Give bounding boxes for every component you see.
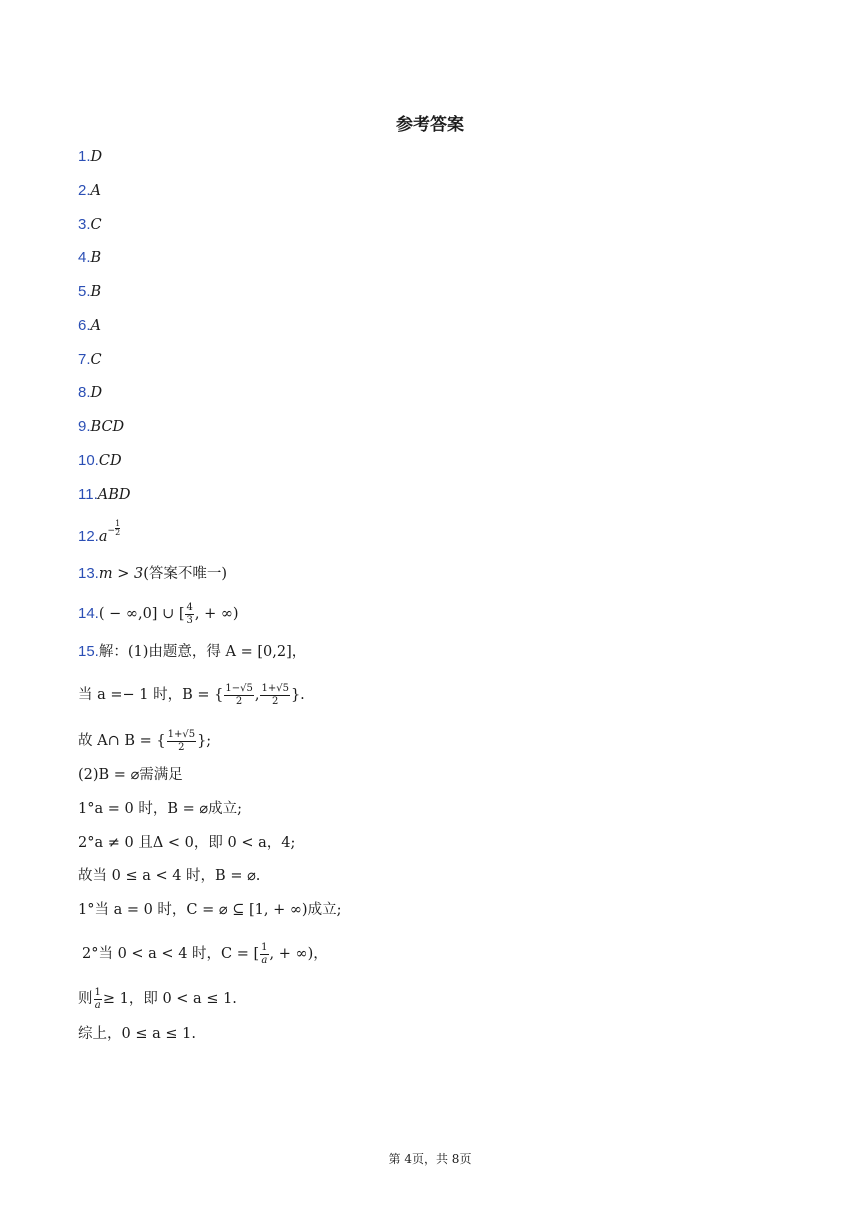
fraction-numerator: 1+√5 [261, 683, 289, 694]
solution-line-1 [78, 644, 306, 660]
exponent-fraction [115, 520, 120, 538]
fraction-denominator: 2 [272, 695, 279, 707]
answer-value: C [90, 217, 102, 233]
solution-line-7: 故当 0 ≤ a < 4 时，B = ⌀. [78, 868, 261, 884]
fraction [94, 987, 102, 1011]
answer-value: B [90, 250, 102, 266]
fraction-numerator: 1 [94, 987, 101, 998]
answer-row [78, 352, 102, 368]
fraction [260, 942, 268, 966]
solution-text: , + ∞)， [269, 946, 328, 962]
fraction-denominator: a [94, 999, 101, 1011]
answer-row [78, 217, 102, 233]
answer-row [78, 284, 101, 300]
solution-line-3 [78, 729, 211, 753]
answer-expression: m > 3 [98, 566, 144, 582]
answer-value: B [90, 284, 102, 300]
fraction-numerator: 1−√5 [225, 683, 253, 694]
answer-row [78, 183, 101, 199]
fraction-denominator: a [261, 954, 268, 966]
answer-row-13 [78, 566, 227, 582]
answer-value: D [90, 149, 103, 165]
interval-right: , + ∞) [194, 606, 239, 622]
solution-text: 故 A∩ B = { [78, 733, 166, 749]
answer-row [78, 453, 122, 469]
interval-left: ( − ∞,0] ∪ [ [98, 606, 185, 622]
question-number: 12. [78, 528, 99, 545]
fraction-denominator: 2 [115, 528, 121, 538]
exponent-sign: − [107, 526, 116, 536]
answer-value: ABD [97, 487, 131, 503]
fraction [224, 683, 253, 707]
answer-row [78, 250, 101, 266]
solution-line-9 [82, 942, 328, 966]
answer-row [78, 487, 131, 503]
answer-value: A [90, 318, 101, 334]
answer-row [78, 419, 124, 435]
answer-value: C [90, 352, 102, 368]
answer-row [78, 318, 101, 334]
solution-line-10 [78, 987, 237, 1011]
fraction-numerator: 1 [261, 942, 268, 953]
fraction-denominator: 3 [186, 614, 193, 626]
solution-line-6: 2°a ≠ 0 且Δ < 0，即 0 < a，4; [78, 835, 296, 851]
fraction-numerator: 4 [186, 602, 193, 613]
question-number: 9. [78, 418, 91, 435]
question-number: 14. [78, 605, 99, 622]
question-number: 5. [78, 283, 91, 300]
fraction [167, 729, 196, 753]
answer-value: CD [98, 453, 122, 469]
fraction-denominator: 2 [178, 741, 185, 753]
answer-row-12 [78, 519, 121, 547]
answer-value: A [90, 183, 101, 199]
fraction [260, 683, 289, 707]
question-number: 13. [78, 565, 99, 582]
question-number: 15. [78, 643, 99, 660]
answer-note: (答案不唯一) [143, 566, 228, 582]
question-number: 6. [78, 317, 91, 334]
separator: , [254, 687, 260, 703]
solution-line-8: 1°当 a = 0 时，C = ⌀ ⊆ [1, + ∞)成立; [78, 902, 342, 918]
fraction [185, 602, 193, 626]
question-number: 2. [78, 182, 91, 199]
question-number: 3. [78, 216, 91, 233]
solution-text: }; [197, 733, 212, 749]
solution-text: }. [290, 687, 305, 703]
question-number: 10. [78, 452, 99, 469]
question-number: 8. [78, 384, 91, 401]
solution-text: ≥ 1，即 0 < a ≤ 1. [102, 991, 237, 1007]
solution-line-11: 综上，0 ≤ a ≤ 1. [78, 1026, 196, 1042]
solution-text: 2°当 0 < a < 4 时，C = [ [82, 946, 260, 962]
answer-row [78, 149, 102, 165]
solution-line-5: 1°a = 0 时，B = ⌀成立; [78, 801, 242, 817]
answer-row [78, 385, 102, 401]
answer-value: BCD [90, 419, 125, 435]
solution-text: 则 [78, 991, 93, 1007]
question-number: 11. [78, 486, 98, 503]
fraction-numerator: 1 [115, 519, 121, 528]
fraction-denominator: 2 [235, 695, 243, 707]
answer-row-14 [78, 602, 239, 626]
question-number: 4. [78, 249, 91, 266]
page-footer: 第 4页，共 8页 [388, 1152, 472, 1166]
power-base: a [98, 529, 108, 545]
answer-value: D [90, 385, 103, 401]
solution-text: 解：(1)由题意，得 A = [0,2]， [98, 644, 307, 660]
page-title: 参考答案 [396, 115, 464, 135]
solution-text: 当 a =− 1 时，B = { [78, 687, 224, 703]
question-number: 1. [78, 148, 91, 165]
solution-line-2 [78, 683, 305, 707]
solution-line-4: (2)B = ⌀需满足 [78, 767, 183, 783]
fraction-numerator: 1+√5 [167, 729, 196, 740]
question-number: 7. [78, 351, 91, 368]
